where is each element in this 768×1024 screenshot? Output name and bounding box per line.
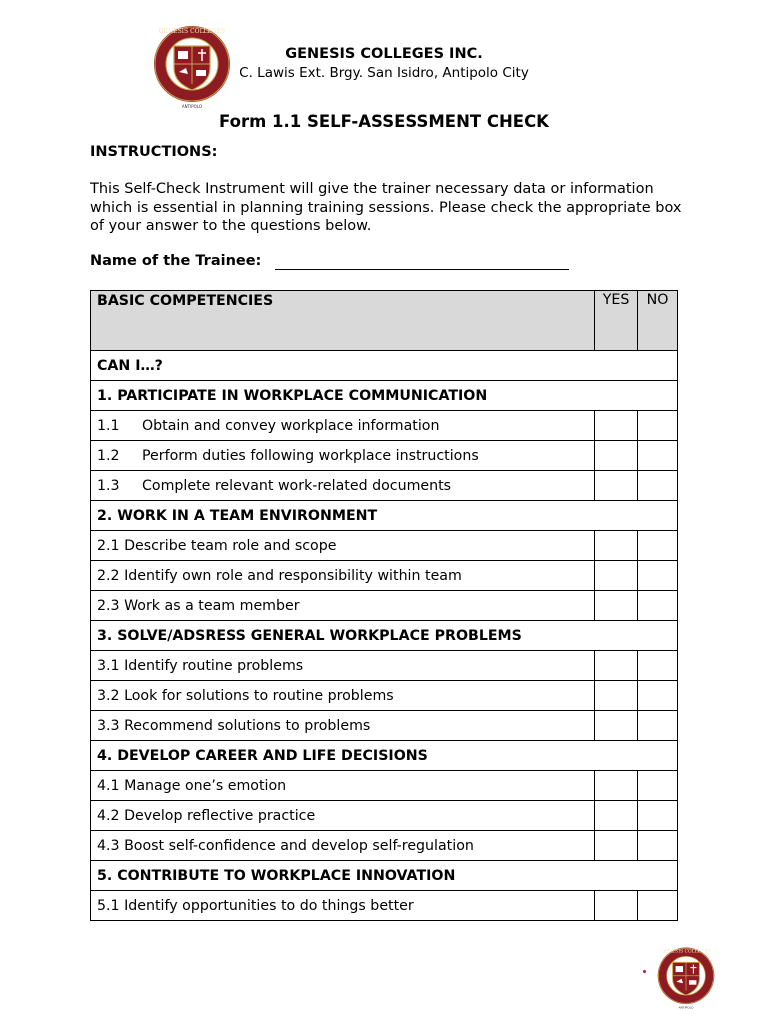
- section-row: [91, 501, 678, 531]
- competency-number: 1.2: [97, 448, 120, 464]
- competency-cell: [91, 681, 595, 711]
- competency-cell: [91, 771, 595, 801]
- competency-row: [91, 411, 678, 441]
- competency-text: 2.1 Describe team role and scope: [97, 538, 337, 554]
- no-checkbox-cell[interactable]: [638, 801, 678, 831]
- section-title: 1. PARTICIPATE IN WORKPLACE COMMUNICATION: [91, 381, 678, 411]
- competency-text: 3.2 Look for solutions to routine problems: [97, 688, 394, 704]
- competency-row: [91, 531, 678, 561]
- competency-cell: [91, 831, 595, 861]
- competency-text: Obtain and convey workplace information: [142, 418, 440, 434]
- competency-number: 1.1: [97, 418, 120, 434]
- yes-checkbox-cell[interactable]: [595, 411, 638, 441]
- no-checkbox-cell[interactable]: [638, 681, 678, 711]
- competency-cell: [91, 891, 595, 921]
- yes-checkbox-cell[interactable]: [595, 651, 638, 681]
- competency-cell: [91, 711, 595, 741]
- yes-checkbox-cell[interactable]: [595, 831, 638, 861]
- competency-cell: [91, 651, 595, 681]
- competency-row: [91, 651, 678, 681]
- competency-row: [91, 831, 678, 861]
- section-row: [91, 621, 678, 651]
- no-checkbox-cell[interactable]: [638, 591, 678, 621]
- yes-checkbox-cell[interactable]: [595, 681, 638, 711]
- section-title: 2. WORK IN A TEAM ENVIRONMENT: [91, 501, 678, 531]
- competency-cell: [91, 561, 595, 591]
- trainee-name-field[interactable]: [275, 269, 569, 270]
- competency-row: [91, 801, 678, 831]
- section-title: 3. SOLVE/ADSRESS GENERAL WORKPLACE PROBLEMS: [91, 621, 678, 651]
- section-row: [91, 861, 678, 891]
- school-name: GENESIS COLLEGES INC.: [285, 46, 483, 62]
- can-i-label: CAN I…?: [91, 351, 678, 381]
- can-i-row: [91, 351, 678, 381]
- competency-text: 2.2 Identify own role and responsibility within team: [97, 568, 462, 584]
- competency-row: [91, 771, 678, 801]
- school-address: C. Lawis Ext. Brgy. San Isidro, Antipolo City: [239, 65, 529, 81]
- yes-checkbox-cell[interactable]: [595, 591, 638, 621]
- no-checkbox-cell[interactable]: [638, 471, 678, 501]
- competency-row: [91, 471, 678, 501]
- column-header-no: NO: [638, 291, 678, 351]
- competency-cell: [91, 531, 595, 561]
- red-dot-mark: [643, 970, 646, 973]
- section-row: [91, 381, 678, 411]
- genesis-colleges-seal-logo: [152, 24, 232, 110]
- svg-text:ANTIPOLO: ANTIPOLO: [181, 104, 203, 109]
- no-checkbox-cell[interactable]: [638, 651, 678, 681]
- yes-checkbox-cell[interactable]: [595, 801, 638, 831]
- no-checkbox-cell[interactable]: [638, 531, 678, 561]
- competency-cell: [91, 441, 595, 471]
- yes-checkbox-cell[interactable]: [595, 561, 638, 591]
- competency-text: 4.1 Manage one’s emotion: [97, 778, 287, 794]
- competency-row: [91, 591, 678, 621]
- competency-text: Perform duties following workplace instructions: [142, 448, 479, 464]
- yes-checkbox-cell[interactable]: [595, 441, 638, 471]
- section-title: 5. CONTRIBUTE TO WORKPLACE INNOVATION: [91, 861, 678, 891]
- yes-checkbox-cell[interactable]: [595, 771, 638, 801]
- competency-text: 5.1 Identify opportunities to do things better: [97, 898, 414, 914]
- competency-text: 2.3 Work as a team member: [97, 598, 300, 614]
- section-title: 4. DEVELOP CAREER AND LIFE DECISIONS: [91, 741, 678, 771]
- competency-cell: [91, 411, 595, 441]
- no-checkbox-cell[interactable]: [638, 441, 678, 471]
- no-checkbox-cell[interactable]: [638, 771, 678, 801]
- instructions-text: This Self-Check Instrument will give the trainer necessary data or information which is essential in planning training sessions. Please check the appropriate box of your answer to the questions below.: [90, 181, 682, 234]
- instructions-heading: INSTRUCTIONS:: [90, 144, 218, 160]
- form-title: Form 1.1 SELF-ASSESSMENT CHECK: [219, 112, 549, 131]
- yes-checkbox-cell[interactable]: [595, 711, 638, 741]
- competency-cell: [91, 471, 595, 501]
- self-assessment-table: [90, 290, 678, 921]
- no-checkbox-cell[interactable]: [638, 411, 678, 441]
- genesis-colleges-seal-logo-footer: [656, 946, 716, 1010]
- no-checkbox-cell[interactable]: [638, 831, 678, 861]
- trainee-name-label: Name of the Trainee:: [90, 253, 262, 269]
- svg-text:GENESIS COLLEGES: GENESIS COLLEGES: [661, 949, 711, 955]
- competency-text: 4.2 Develop reflective practice: [97, 808, 316, 824]
- competency-row: [91, 711, 678, 741]
- yes-checkbox-cell[interactable]: [595, 531, 638, 561]
- no-checkbox-cell[interactable]: [638, 891, 678, 921]
- no-checkbox-cell[interactable]: [638, 561, 678, 591]
- competency-text: 4.3 Boost self-confidence and develop self-regulation: [97, 838, 474, 854]
- competency-row: [91, 561, 678, 591]
- section-row: [91, 741, 678, 771]
- competency-text: 3.1 Identify routine problems: [97, 658, 304, 674]
- column-header-yes: YES: [595, 291, 638, 351]
- competency-text: 3.3 Recommend solutions to problems: [97, 718, 371, 734]
- competency-row: [91, 441, 678, 471]
- table-header-row: [91, 291, 678, 351]
- yes-checkbox-cell[interactable]: [595, 471, 638, 501]
- competency-number: 1.3: [97, 478, 120, 494]
- competency-row: [91, 681, 678, 711]
- no-checkbox-cell[interactable]: [638, 711, 678, 741]
- svg-text:GENESIS COLLEGES: GENESIS COLLEGES: [158, 28, 226, 35]
- competency-text: Complete relevant work-related documents: [142, 478, 452, 494]
- competency-cell: [91, 591, 595, 621]
- competency-row: [91, 891, 678, 921]
- svg-text:ANTIPOLO: ANTIPOLO: [678, 1005, 694, 1010]
- column-header-competencies: BASIC COMPETENCIES: [91, 291, 595, 351]
- competency-cell: [91, 801, 595, 831]
- yes-checkbox-cell[interactable]: [595, 891, 638, 921]
